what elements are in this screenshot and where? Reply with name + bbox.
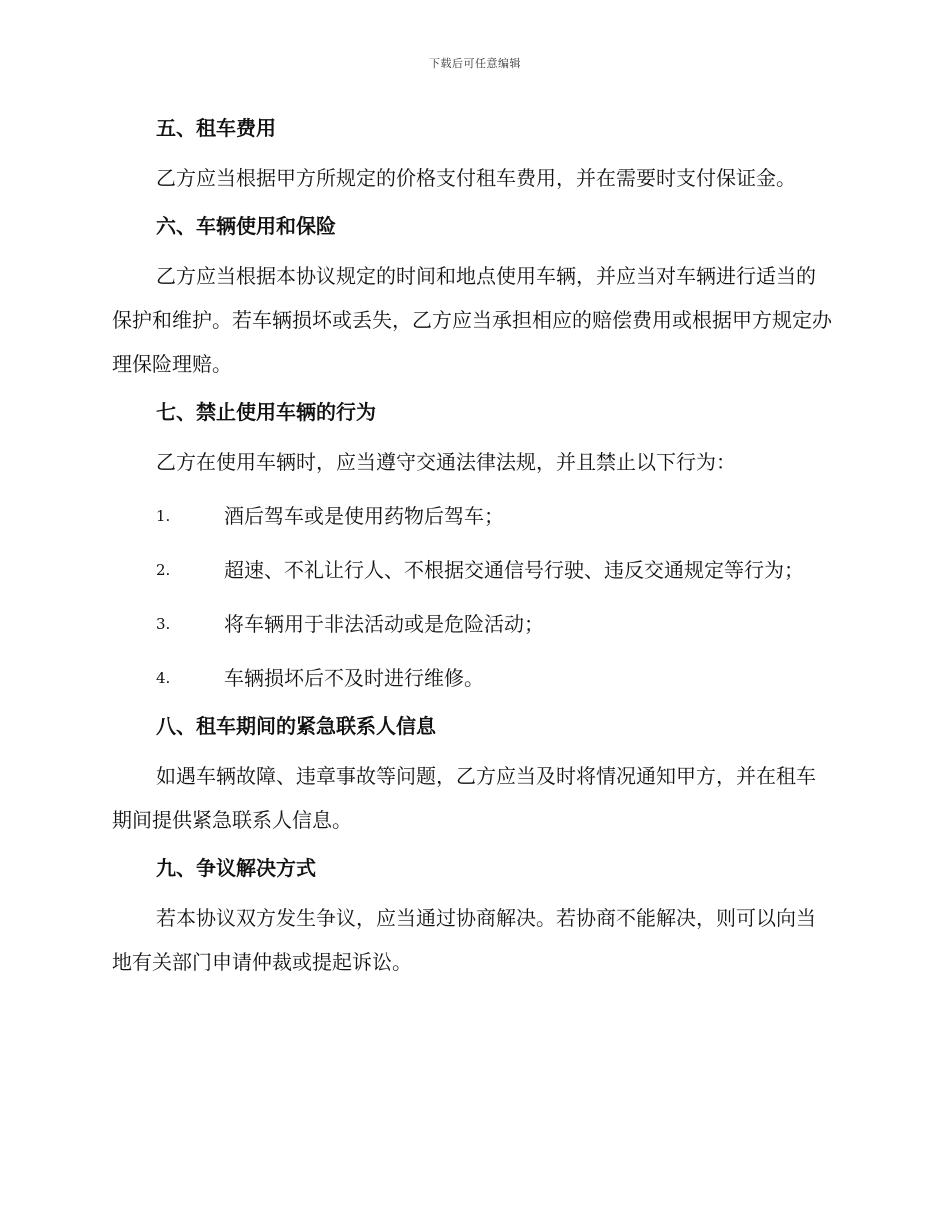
list-item-number: 2. <box>156 561 171 579</box>
section-8-title: 八、租车期间的紧急联系人信息 <box>156 714 436 738</box>
section-7-intro: 乙方在使用车辆时，应当遵守交通法律法规，并且禁止以下行为： <box>156 450 736 474</box>
list-item-text: 车辆损坏后不及时进行维修。 <box>224 666 484 690</box>
section-6-title: 六、车辆使用和保险 <box>156 214 336 238</box>
section-6-body: 乙方应当根据本协议规定的时间和地点使用车辆，并应当对车辆进行适当的保护和维护。若车辆损坏或丢失，乙方应当承担相应的赔偿费用或根据甲方规定办理保险理赔。 <box>112 264 832 376</box>
section-7-title: 七、禁止使用车辆的行为 <box>156 400 376 424</box>
list-item-number: 4. <box>156 669 171 687</box>
section-5-title: 五、租车费用 <box>156 116 276 140</box>
section-9-body: 若本协议双方发生争议，应当通过协商解决。若协商不能解决，则可以向当地有关部门申请仲裁或提起诉讼。 <box>112 906 816 974</box>
list-item-text: 超速、不礼让行人、不根据交通信号行驶、违反交通规定等行为； <box>224 558 804 582</box>
list-item-number: 1. <box>156 507 171 525</box>
page-header: 下载后可任意编辑 <box>429 57 521 70</box>
list-item <box>112 548 832 592</box>
list-item-number: 3. <box>156 615 171 633</box>
section-5-body: 乙方应当根据甲方所规定的价格支付租车费用，并在需要时支付保证金。 <box>156 166 796 190</box>
list-item-text: 酒后驾车或是使用药物后驾车； <box>224 504 504 528</box>
document-body <box>112 112 832 984</box>
section-9-title: 九、争议解决方式 <box>156 856 316 880</box>
list-item-text: 将车辆用于非法活动或是危险活动； <box>224 612 544 636</box>
section-8-body: 如遇车辆故障、违章事故等问题，乙方应当及时将情况通知甲方，并在租车期间提供紧急联系人信息。 <box>112 764 816 832</box>
list-item <box>112 602 832 646</box>
list-item <box>112 494 832 538</box>
list-item <box>112 656 832 700</box>
